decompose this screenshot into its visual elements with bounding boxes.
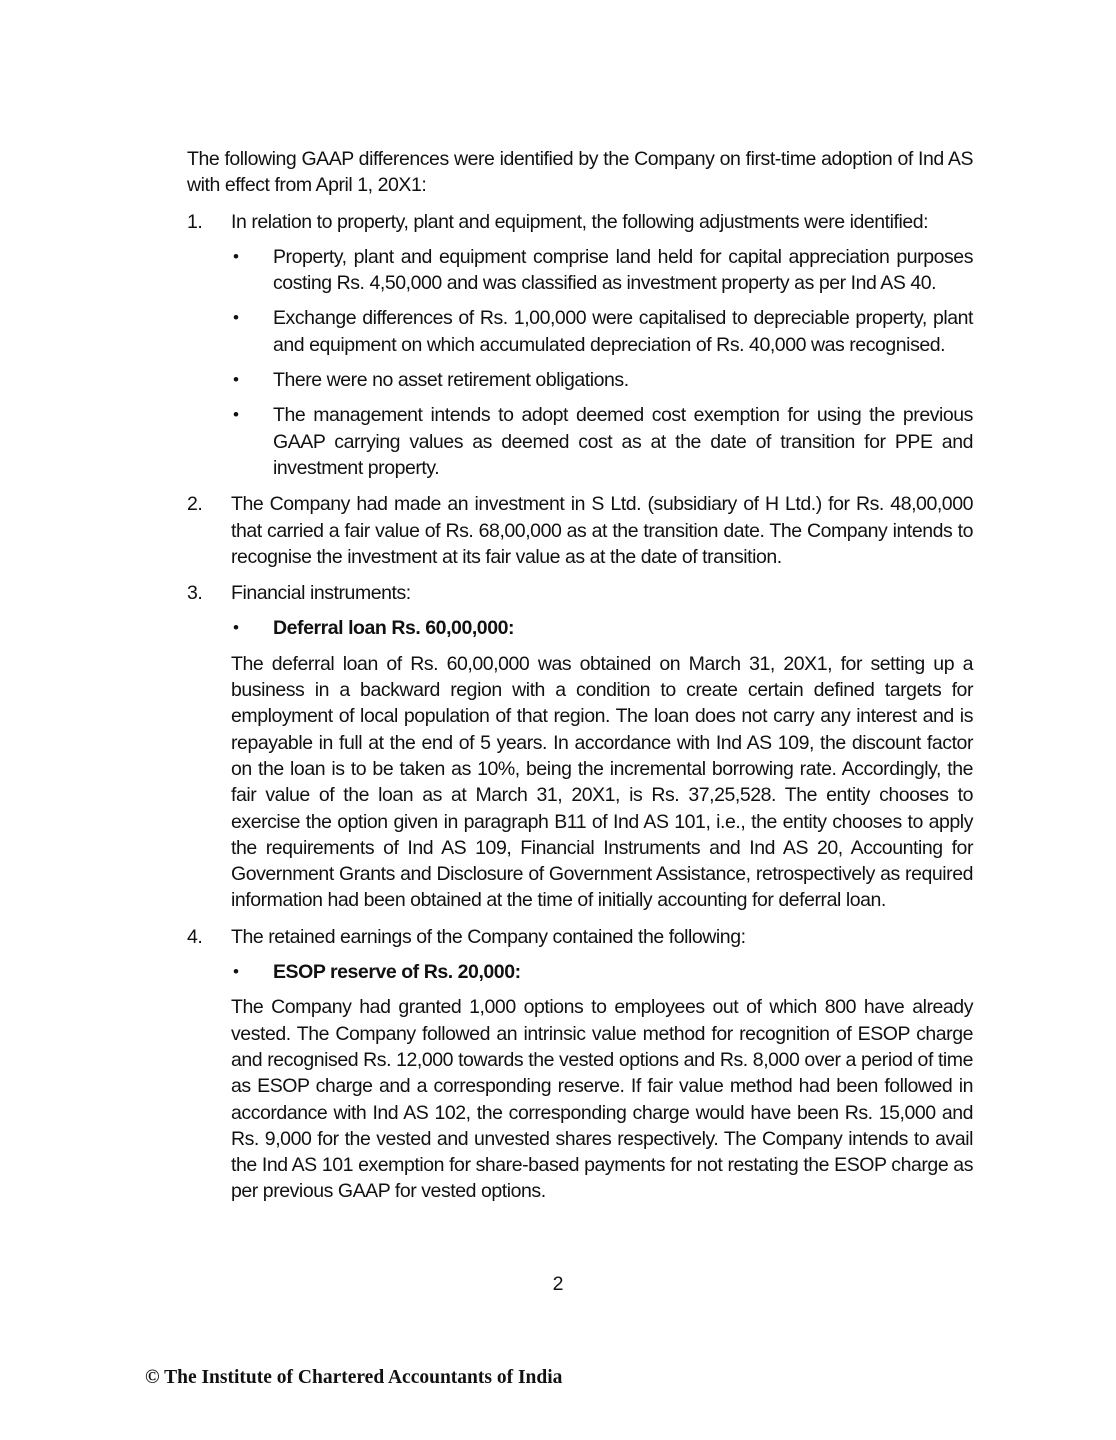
bullet-icon: •	[233, 618, 239, 638]
item-text: In relation to property, plant and equipment, the following adjustments were identified:	[231, 210, 929, 233]
item-text: The Company had made an investment in S Ltd. (subsidiary of H Ltd.) for Rs. 48,00,000 that carried a fair value of Rs. 68,00,000 as at the transition date. The Company intends to recognise the investment at its fair value as at the date of transition.	[231, 493, 973, 568]
item-paragraph: The Company had granted 1,000 options to employees out of which 800 have already vested. The Company followed an intrinsic value method for recognition of ESOP charge and recognised Rs. 12,000 towards the vested options and Rs. 8,000 over a period of time as ESOP charge and a corresponding reserve. If fair value method had been followed in accordance with Ind AS 102, the corresponding charge would have been Rs. 15,000 and Rs. 9,000 for the vested and unvested shares respectively. The Company intends to avail the Ind AS 101 exemption for share-based payments for not restating the ESOP charge as per previous GAAP for vested options.	[231, 996, 973, 1203]
list-item-2	[187, 491, 973, 570]
item-text: Financial instruments:	[231, 582, 411, 605]
bullet-item	[231, 367, 973, 393]
footer-copyright: © The Institute of Chartered Accountants of India	[145, 1367, 563, 1388]
bullet-item	[231, 402, 973, 481]
bullet-icon: •	[233, 308, 239, 328]
bullet-icon: •	[233, 246, 239, 266]
bullet-icon: •	[233, 405, 239, 425]
page-content	[187, 146, 973, 1215]
list-item-4	[187, 924, 973, 1205]
intro-paragraph: The following GAAP differences were identified by the Company on first-time adoption of Ind AS with effect from April 1, 20X1:	[187, 148, 973, 197]
item-number: 1.	[187, 210, 203, 233]
bullet-text: Property, plant and equipment comprise land held for capital appreciation purposes costing Rs. 4,50,000 and was classified as investment property as per Ind AS 40.	[273, 245, 973, 295]
item-text: The retained earnings of the Company contained the following:	[231, 925, 746, 948]
bullet-heading: Deferral loan Rs. 60,00,000:	[273, 617, 515, 640]
bullet-text: Exchange differences of Rs. 1,00,000 were capitalised to depreciable property, plant and equipment on which accumulated depreciation of Rs. 40,000 was recognised.	[273, 307, 973, 356]
bullet-item	[231, 305, 973, 358]
item-number: 2.	[187, 493, 203, 516]
bullet-item	[231, 615, 973, 641]
bullet-item	[231, 244, 973, 297]
bullet-icon: •	[233, 962, 239, 982]
item-paragraph: The deferral loan of Rs. 60,00,000 was obtained on March 31, 20X1, for setting up a business in a backward region with a condition to create certain defined targets for employment of local population of that region. The loan does not carry any interest and is repayable in full at the end of 5 years. In accordance with Ind AS 109, the discount factor on the loan is to be taken as 10%, being the incremental borrowing rate. Accordingly, the fair value of the loan as at March 31, 20X1, is Rs. 37,25,528. The entity chooses to exercise the option given in paragraph B11 of Ind AS 101, i.e., the entity chooses to apply the requirements of Ind AS 109, Financial Instruments and Ind AS 20, Accounting for Government Grants and Disclosure of Government Assistance, retrospectively as required information had been obtained at the time of initially accounting for deferral loan.	[231, 652, 973, 912]
item-number: 3.	[187, 582, 203, 605]
bullet-item	[231, 959, 973, 985]
bullet-heading: ESOP reserve of Rs. 20,000:	[273, 961, 521, 984]
bullet-text: The management intends to adopt deemed cost exemption for using the previous GAAP carrying values as deemed cost as at the date of transition for PPE and investment property.	[273, 404, 973, 479]
bullet-text: There were no asset retirement obligations.	[273, 369, 629, 392]
item-number: 4.	[187, 925, 203, 948]
list-item-3	[187, 580, 973, 914]
page-number: 2	[552, 1273, 564, 1295]
bullet-icon: •	[233, 370, 239, 390]
list-item-1	[187, 209, 973, 482]
